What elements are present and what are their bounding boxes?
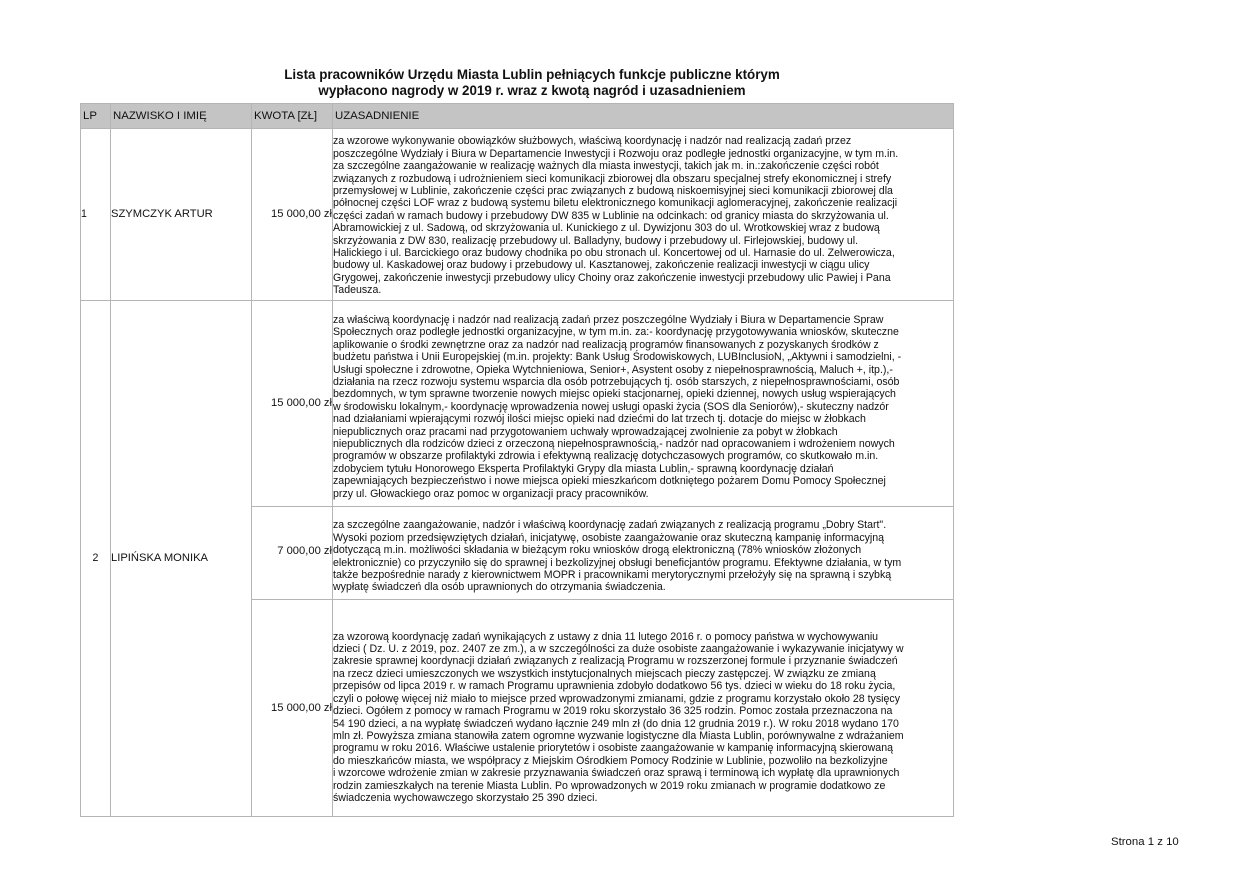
header-name: NAZWISKO I IMIĘ xyxy=(111,104,252,129)
row-justification: za wzorową koordynację zadań wynikających z ustawy z dnia 11 lutego 2016 r. o pomocy państwa w wychowywaniu dzieci ( Dz. U. z 2019, poz. 2407 ze zm.), a w szczególności za duże osobiste zaangażowanie i wykazywanie inicjatywy w zakresie sprawnej koordynacji działań związanych z realizacją Programu w rozszerzonej formule i przyznanie świadczeń na rzecz dzieci umieszczonych we wszystkich instytucjonalnych miejscach pieczy zastępczej. W związku ze zmianą przepisów od lipca 2019 r. w ramach Programu uprawnienia zdobyło dodatkowo 56 tys. dzieci w wieku do 18 roku życia, czyli o połowę więcej niż miało to miejsce przed wprowadzonymi zmianami, gdzie z programu korzystało około 28 tysięcy dzieci. Ogółem z pomocy w ramach Programu w 2019 roku skorzystało 36 325 rodzin. Pomoc została przeznaczona na 54 190 dzieci, a na wypłatę świadczeń wydano łącznie 249 mln zł (do dnia 12 grudnia 2019 r.). W roku 2018 wydano 170 mln zł. Powyższa zmiana stanowiła zatem ogromne wyzwanie logistyczne dla Miasta Lublin, porównywalne z wdrażaniem programu w roku 2016. Właściwe ustalenie priorytetów i osobiste zaangażowanie w kampanię informacyjną skierowaną do mieszkańców miasta, we współpracy z Miejskim Ośrodkiem Pomocy Rodzinie w Lublinie, pozwoliło na bezkolizyjne i wzorcowe wdrożenie zmian w zakresie przyznawania świadczeń oraz sprawą i terminową ich wypłatę dla uprawnionych rodzin zamieszkałych na terenie Miasta Lublin. Po wprowadzonych w 2019 roku zmianach w programie dodatkowo ze świadczenia wychowawczego skorzystało 25 390 dzieci. xyxy=(333,600,954,817)
row-name: SZYMCZYK ARTUR xyxy=(111,129,252,301)
row-justification: za szczególne zaangażowanie, nadzór i właściwą koordynację zadań związanych z realizacją programu „Dobry Start". Wysoki poziom przedsięwziętych działań, inicjatywę, osobiste zaangażowanie oraz skuteczną kampanię informacyjną dotyczącą m.in. możliwości składania w bieżącym roku wniosków drogą elektroniczną (78% wniosków złożonych elektronicznie) co przyczyniło się do sprawnej i bezkolizyjnej obsługi beneficjantów programu. Efektywne działania, w tym także bezpośrednie narady z kierownictwem MOPR i pracownikami merytorycznymi przełożyły się na sprawną i szybką wypłatę świadczeń dla osób uprawnionych do otrzymania świadczenia. xyxy=(333,507,954,600)
row-lp: 2 xyxy=(81,301,111,817)
row-amount: 7 000,00 zł xyxy=(252,507,333,600)
table-row xyxy=(81,129,954,301)
table-header-row xyxy=(81,104,954,129)
row-lp: 1 xyxy=(81,129,111,301)
row-justification: za wzorowe wykonywanie obowiązków służbowych, właściwą koordynację i nadzór nad realizacją zadań przez poszczególne Wydziały i Biura w Departamencie Inwestycji i Rozwoju oraz podległe jednostki organizacyjne, w tym m.in. za szczególne zaangażowanie w realizację ważnych dla miasta inwestycji, takich jak m. in.:zakończenie części robót związanych z rozbudową i udrożnieniem sieci komunikacji zbiorowej dla obszaru specjalnej strefy ekonomicznej i strefy przemysłowej w Lublinie, zakończenie części prac związanych z budową niskoemisyjnej sieci komunikacji zbiorowej dla północnej części LOF wraz z budową systemu biletu elektronicznego komunikacji aglomeracyjnej, zakończenie realizacji części zadań w ramach budowy i przebudowy DW 835 w Lublinie na odcinkach: od granicy miasta do skrzyżowania ul. Abramowickiej z ul. Sadową, od skrzyżowania ul. Kunickiego z ul. Dywizjonu 303 do ul. Wrotkowskiej wraz z budową skrzyżowania z DW 830, realizację przebudowy ul. Balladyny, budowy i przebudowy ul. Firlejowskiej, budowy ul. Halickiego i ul. Barcickiego oraz budowy chodnika po obu stronach ul. Koncertowej od ul. Harnasie do ul. Zelwerowicza, budowy ul. Kaskadowej oraz budowy i przebudowy ul. Kasztanowej, zakończenie realizacji inwestycji w ciągu ulicy Grygowej, zakończenie inwestycji przebudowy ulicy Choiny oraz zakończenie inwestycji przebudowy ulic Pawiej i Pana Tadeusza. xyxy=(333,129,954,301)
row-amount: 15 000,00 zł xyxy=(252,301,333,507)
page-number: Strona 1 z 10 xyxy=(1111,836,1179,848)
row-amount: 15 000,00 zł xyxy=(252,129,333,301)
row-amount: 15 000,00 zł xyxy=(252,600,333,817)
table-row xyxy=(81,301,954,507)
awards-table xyxy=(80,103,954,817)
page-title: Lista pracowników Urzędu Miasta Lublin pełniących funkcje publiczne którym wypłacono nagrody w 2019 r. wraz z kwotą nagród i uzasadnieniem xyxy=(284,67,780,98)
header-justification: UZASADNIENIE xyxy=(333,104,954,129)
header-amount: KWOTA [ZŁ] xyxy=(252,104,333,129)
row-justification: za właściwą koordynację i nadzór nad realizacją zadań przez poszczególne Wydziały i Biura w Departamencie Spraw Społecznych oraz podległe jednostki organizacyjne, w tym m.in. za:- koordynację przygotowywania wniosków, skuteczne aplikowanie o środki zewnętrzne oraz za nadzór nad realizacją programów finansowanych z pozyskanych środków z budżetu państwa i Unii Europejskiej (m.in. projekty: Bank Usług Środowiskowych, LUBInclusioN, „Aktywni i samodzielni, - Usługi społeczne i zdrowotne, Opieka Wytchnieniowa, Senior+, Asystent osoby z niepełnosprawnością, Maluch +, itp.),- działania na rzecz rozwoju systemu wsparcia dla osób potrzebujących tj. osób starszych, z niepełnosprawnościami, osób bezdomnych, w tym sprawne tworzenie nowych miejsc opieki stacjonarnej, opieki dziennej, nowych usług wspierających w środowisku lokalnym,- koordynację wprowadzenia nowej usługi opaski życia (SOS dla Seniorów),- skuteczny nadzór nad działaniami wpierającymi rozwój ilości miejsc opieki nad dziećmi do lat trzech tj. dotacje do miejsc w żłobkach niepublicznych oraz pracami nad przygotowaniem uchwały wprowadzającej zwolnienie za pobyt w żłobkach niepublicznych dla rodziców dzieci z orzeczoną niepełnosprawnością,- nadzór nad opracowaniem i wdrożeniem nowych programów w obszarze profilaktyki zdrowia i efektywną realizację dotychczasowych programów, co skutkowało m.in. zdobyciem tytułu Honorowego Eksperta Profilaktyki Grypy dla miasta Lublin,- sprawną koordynację działań zapewniających bezpieczeństwo i nowe miejsca opieki mieszkańcom dotkniętego pożarem Domu Pomocy Społecznej przy ul. Głowackiego oraz pomoc w organizacji pracy pracowników. xyxy=(333,301,954,507)
header-lp: LP xyxy=(81,104,111,129)
row-name: LIPIŃSKA MONIKA xyxy=(111,301,252,817)
